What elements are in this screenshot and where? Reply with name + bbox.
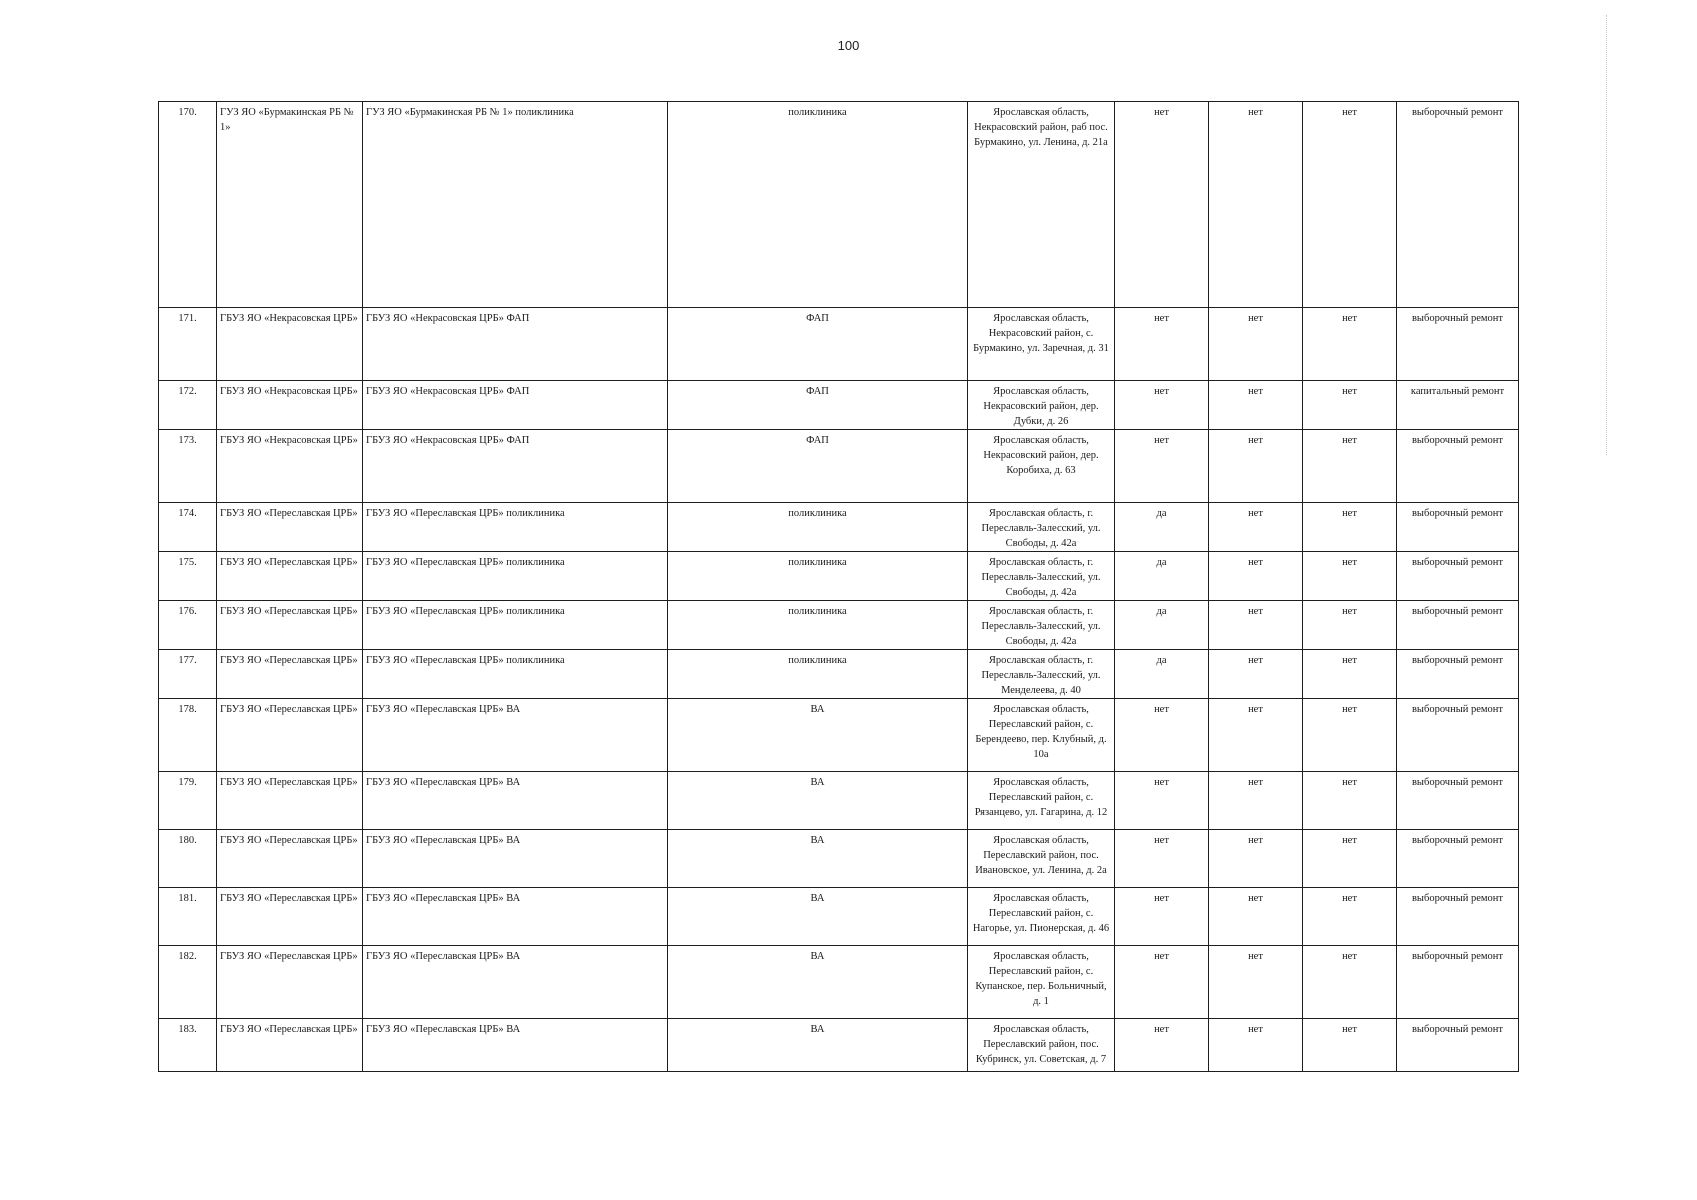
table-row — [159, 772, 1519, 830]
row-number: 176. — [159, 601, 217, 650]
table-row — [159, 830, 1519, 888]
facilities-table — [158, 101, 1519, 1072]
repair-type-cell: выборочный ремонт — [1397, 699, 1519, 772]
scan-artifact-line — [1604, 15, 1607, 455]
row-number: 170. — [159, 102, 217, 308]
row-number: 174. — [159, 503, 217, 552]
flag-1-cell: нет — [1115, 888, 1209, 946]
flag-2-cell: нет — [1209, 772, 1303, 830]
table-row — [159, 381, 1519, 430]
unit-cell: ГБУЗ ЯО «Переславская ЦРБ» поликлиника — [363, 552, 668, 601]
table-body — [159, 102, 1519, 1072]
flag-2-cell: нет — [1209, 699, 1303, 772]
table-row — [159, 552, 1519, 601]
address-cell: Ярославская область, Переславский район, с. Рязанцево, ул. Гагарина, д. 12 — [968, 772, 1115, 830]
repair-type-cell: выборочный ремонт — [1397, 888, 1519, 946]
flag-3-cell: нет — [1303, 699, 1397, 772]
table-row — [159, 503, 1519, 552]
unit-cell: ГБУЗ ЯО «Переславская ЦРБ» ВА — [363, 888, 668, 946]
table-row — [159, 430, 1519, 503]
flag-1-cell: нет — [1115, 308, 1209, 381]
table-row — [159, 601, 1519, 650]
page-number: 100 — [837, 38, 860, 53]
row-number: 175. — [159, 552, 217, 601]
organization-cell: ГУЗ ЯО «Бурмакинская РБ № 1» — [217, 102, 363, 308]
organization-cell: ГБУЗ ЯО «Некрасовская ЦРБ» — [217, 430, 363, 503]
facility-type-cell: ФАП — [668, 308, 968, 381]
flag-1-cell: нет — [1115, 430, 1209, 503]
repair-type-cell: выборочный ремонт — [1397, 102, 1519, 308]
address-cell: Ярославская область, Некрасовский район, раб пос. Бурмакино, ул. Ленина, д. 21а — [968, 102, 1115, 308]
organization-cell: ГБУЗ ЯО «Переславская ЦРБ» — [217, 830, 363, 888]
organization-cell: ГБУЗ ЯО «Переславская ЦРБ» — [217, 552, 363, 601]
facility-type-cell: ВА — [668, 830, 968, 888]
address-cell: Ярославская область, Переславский район, пос. Ивановское, ул. Ленина, д. 2а — [968, 830, 1115, 888]
repair-type-cell: выборочный ремонт — [1397, 503, 1519, 552]
flag-1-cell: нет — [1115, 830, 1209, 888]
table-row — [159, 888, 1519, 946]
organization-cell: ГБУЗ ЯО «Переславская ЦРБ» — [217, 946, 363, 1019]
flag-3-cell: нет — [1303, 308, 1397, 381]
flag-3-cell: нет — [1303, 1019, 1397, 1072]
facility-type-cell: ФАП — [668, 430, 968, 503]
repair-type-cell: выборочный ремонт — [1397, 830, 1519, 888]
flag-3-cell: нет — [1303, 381, 1397, 430]
flag-2-cell: нет — [1209, 946, 1303, 1019]
flag-2-cell: нет — [1209, 552, 1303, 601]
repair-type-cell: выборочный ремонт — [1397, 650, 1519, 699]
flag-2-cell: нет — [1209, 888, 1303, 946]
facility-type-cell: поликлиника — [668, 601, 968, 650]
facility-type-cell: поликлиника — [668, 650, 968, 699]
flag-2-cell: нет — [1209, 650, 1303, 699]
row-number: 173. — [159, 430, 217, 503]
row-number: 182. — [159, 946, 217, 1019]
facility-type-cell: ВА — [668, 888, 968, 946]
flag-3-cell: нет — [1303, 946, 1397, 1019]
address-cell: Ярославская область, Переславский район, с. Нагорье, ул. Пионерская, д. 46 — [968, 888, 1115, 946]
flag-3-cell: нет — [1303, 830, 1397, 888]
flag-1-cell: нет — [1115, 381, 1209, 430]
address-cell: Ярославская область, г. Переславль-Залесский, ул. Свободы, д. 42а — [968, 552, 1115, 601]
unit-cell: ГБУЗ ЯО «Некрасовская ЦРБ» ФАП — [363, 430, 668, 503]
flag-2-cell: нет — [1209, 430, 1303, 503]
organization-cell: ГБУЗ ЯО «Некрасовская ЦРБ» — [217, 381, 363, 430]
row-number: 171. — [159, 308, 217, 381]
flag-2-cell: нет — [1209, 503, 1303, 552]
unit-cell: ГБУЗ ЯО «Переславская ЦРБ» поликлиника — [363, 650, 668, 699]
unit-cell: ГБУЗ ЯО «Некрасовская ЦРБ» ФАП — [363, 308, 668, 381]
facility-type-cell: ФАП — [668, 381, 968, 430]
row-number: 180. — [159, 830, 217, 888]
flag-2-cell: нет — [1209, 830, 1303, 888]
table-row — [159, 308, 1519, 381]
address-cell: Ярославская область, г. Переславль-Залесский, ул. Свободы, д. 42а — [968, 601, 1115, 650]
organization-cell: ГБУЗ ЯО «Переславская ЦРБ» — [217, 888, 363, 946]
flag-3-cell: нет — [1303, 772, 1397, 830]
unit-cell: ГБУЗ ЯО «Переславская ЦРБ» ВА — [363, 699, 668, 772]
table-row — [159, 1019, 1519, 1072]
flag-1-cell: да — [1115, 601, 1209, 650]
facility-type-cell: поликлиника — [668, 503, 968, 552]
organization-cell: ГБУЗ ЯО «Переславская ЦРБ» — [217, 1019, 363, 1072]
table-row — [159, 102, 1519, 308]
row-number: 172. — [159, 381, 217, 430]
flag-2-cell: нет — [1209, 381, 1303, 430]
row-number: 181. — [159, 888, 217, 946]
row-number: 178. — [159, 699, 217, 772]
organization-cell: ГБУЗ ЯО «Переславская ЦРБ» — [217, 601, 363, 650]
table-row — [159, 699, 1519, 772]
flag-3-cell: нет — [1303, 503, 1397, 552]
unit-cell: ГБУЗ ЯО «Переславская ЦРБ» ВА — [363, 772, 668, 830]
flag-2-cell: нет — [1209, 1019, 1303, 1072]
repair-type-cell: выборочный ремонт — [1397, 552, 1519, 601]
flag-3-cell: нет — [1303, 601, 1397, 650]
facility-type-cell: поликлиника — [668, 102, 968, 308]
flag-2-cell: нет — [1209, 601, 1303, 650]
flag-1-cell: нет — [1115, 946, 1209, 1019]
unit-cell: ГБУЗ ЯО «Переславская ЦРБ» поликлиника — [363, 503, 668, 552]
facility-type-cell: ВА — [668, 772, 968, 830]
flag-3-cell: нет — [1303, 552, 1397, 601]
facility-type-cell: ВА — [668, 946, 968, 1019]
repair-type-cell: капитальный ремонт — [1397, 381, 1519, 430]
flag-3-cell: нет — [1303, 650, 1397, 699]
row-number: 183. — [159, 1019, 217, 1072]
organization-cell: ГБУЗ ЯО «Некрасовская ЦРБ» — [217, 308, 363, 381]
unit-cell: ГБУЗ ЯО «Переславская ЦРБ» ВА — [363, 830, 668, 888]
flag-1-cell: нет — [1115, 102, 1209, 308]
address-cell: Ярославская область, Некрасовский район, дер. Коробиха, д. 63 — [968, 430, 1115, 503]
unit-cell: ГУЗ ЯО «Бурмакинская РБ № 1» поликлиника — [363, 102, 668, 308]
flag-3-cell: нет — [1303, 430, 1397, 503]
flag-1-cell: нет — [1115, 1019, 1209, 1072]
repair-type-cell: выборочный ремонт — [1397, 1019, 1519, 1072]
organization-cell: ГБУЗ ЯО «Переславская ЦРБ» — [217, 503, 363, 552]
facility-type-cell: ВА — [668, 1019, 968, 1072]
flag-1-cell: нет — [1115, 772, 1209, 830]
repair-type-cell: выборочный ремонт — [1397, 308, 1519, 381]
unit-cell: ГБУЗ ЯО «Переславская ЦРБ» поликлиника — [363, 601, 668, 650]
flag-1-cell: нет — [1115, 699, 1209, 772]
unit-cell: ГБУЗ ЯО «Некрасовская ЦРБ» ФАП — [363, 381, 668, 430]
address-cell: Ярославская область, г. Переславль-Залесский, ул. Менделеева, д. 40 — [968, 650, 1115, 699]
address-cell: Ярославская область, Переславский район, пос. Кубринск, ул. Советская, д. 7 — [968, 1019, 1115, 1072]
row-number: 179. — [159, 772, 217, 830]
repair-type-cell: выборочный ремонт — [1397, 772, 1519, 830]
facility-type-cell: поликлиника — [668, 552, 968, 601]
organization-cell: ГБУЗ ЯО «Переславская ЦРБ» — [217, 650, 363, 699]
flag-2-cell: нет — [1209, 308, 1303, 381]
unit-cell: ГБУЗ ЯО «Переславская ЦРБ» ВА — [363, 1019, 668, 1072]
facility-type-cell: ВА — [668, 699, 968, 772]
flag-2-cell: нет — [1209, 102, 1303, 308]
table-row — [159, 946, 1519, 1019]
address-cell: Ярославская область, Некрасовский район, дер. Дубки, д. 26 — [968, 381, 1115, 430]
address-cell: Ярославская область, Некрасовский район, с. Бурмакино, ул. Заречная, д. 31 — [968, 308, 1115, 381]
table-row — [159, 650, 1519, 699]
unit-cell: ГБУЗ ЯО «Переславская ЦРБ» ВА — [363, 946, 668, 1019]
address-cell: Ярославская область, г. Переславль-Залесский, ул. Свободы, д. 42а — [968, 503, 1115, 552]
repair-type-cell: выборочный ремонт — [1397, 601, 1519, 650]
repair-type-cell: выборочный ремонт — [1397, 946, 1519, 1019]
address-cell: Ярославская область, Переславский район, с. Купанское, пер. Больничный, д. 1 — [968, 946, 1115, 1019]
flag-1-cell: да — [1115, 503, 1209, 552]
repair-type-cell: выборочный ремонт — [1397, 430, 1519, 503]
organization-cell: ГБУЗ ЯО «Переславская ЦРБ» — [217, 772, 363, 830]
row-number: 177. — [159, 650, 217, 699]
flag-3-cell: нет — [1303, 888, 1397, 946]
address-cell: Ярославская область, Переславский район, с. Берендеево, пер. Клубный, д. 10а — [968, 699, 1115, 772]
organization-cell: ГБУЗ ЯО «Переславская ЦРБ» — [217, 699, 363, 772]
flag-3-cell: нет — [1303, 102, 1397, 308]
flag-1-cell: да — [1115, 650, 1209, 699]
flag-1-cell: да — [1115, 552, 1209, 601]
